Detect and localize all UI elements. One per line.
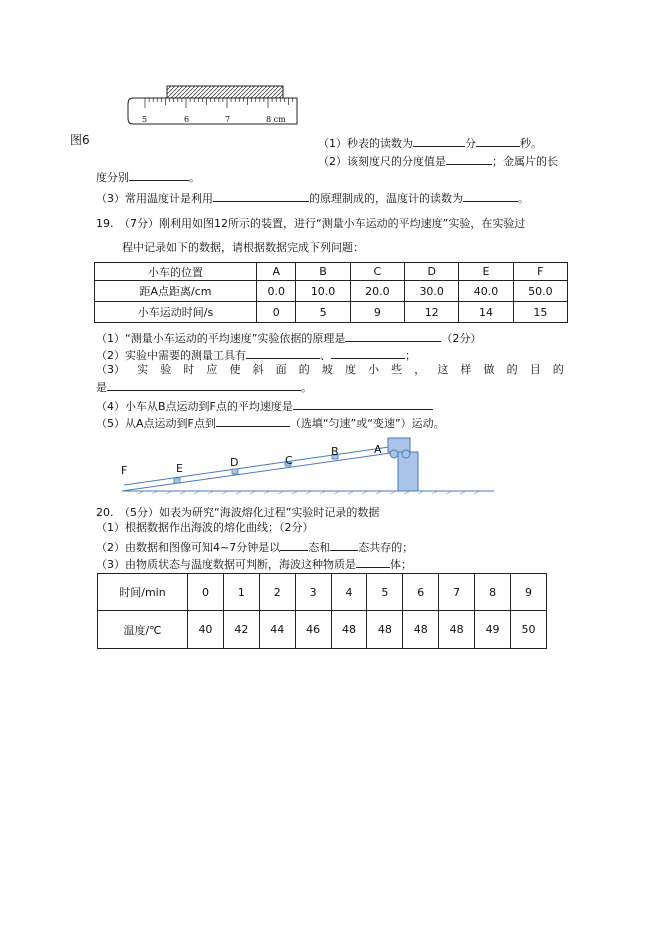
table-cell: 20.0 [350,281,404,302]
table-cell: 0 [257,302,296,323]
q19-sub5: （5）从A点运动到F点到 （选填“匀速”或“变速”）运动。 [96,417,445,430]
table-cell: C [350,263,404,281]
table-cell: 4 [331,574,367,611]
position-marker [232,469,238,474]
point-label-d: D [230,456,239,469]
q19-sub3 [96,363,564,377]
point-label-f: F [121,464,128,477]
text-char: 些 [391,363,403,376]
q19-sub2: （2）实验中需要的测量工具有 、 ； [96,349,416,362]
table-cell: 5 [296,302,350,323]
table-row [95,263,568,281]
point-label-a: A [374,443,382,456]
text-char: 使 [229,363,241,376]
table-cell: 46 [295,611,331,649]
table-cell: 49 [475,611,511,649]
table-cell: A [257,263,296,281]
table-cell: 9 [350,302,404,323]
table-cell: 8 [475,574,511,611]
q20-sub1: （1）根据数据作出海波的熔化曲线；（2分） [96,521,314,534]
table-cell: 小车运动时间/s [95,302,257,323]
q20-sub3: （3）由物质状态与温度数据可判断，海波这种物质是 体； [96,558,412,571]
answer-blank[interactable] [216,415,290,427]
table-row [98,574,547,611]
table-row [95,302,568,323]
answer-blank[interactable] [463,190,518,202]
table-cell: 小车的位置 [95,263,257,281]
table-cell: 0.0 [257,281,296,302]
q19-data-table [94,262,568,323]
table-cell: 14 [459,302,513,323]
metal-piece [167,86,283,98]
table-cell: 6 [403,574,439,611]
cart-wheel [402,450,410,458]
text-char: 面 [275,363,287,376]
ruler-tick-label: 7 [225,115,231,124]
text-char: ， [414,363,426,376]
table-cell: 15 [513,302,567,323]
table-cell: D [405,263,459,281]
point-label-b: B [331,445,339,458]
table-cell: 48 [331,611,367,649]
text-char: 斜 [252,363,264,376]
text-char: 时 [183,363,195,376]
q18-line4: （3）常用温度计是利用 的原理制成的，温度计的读数为 。 [96,192,529,205]
answer-blank[interactable] [246,347,320,359]
text-char: 的 [552,363,564,376]
table-cell: 9 [511,574,547,611]
table-cell: 40.0 [459,281,513,302]
table-cell: 40 [188,611,224,649]
table-cell: 0 [188,574,224,611]
table-cell: 7 [439,574,475,611]
text-char: 的 [298,363,310,376]
text-char: 样 [460,363,472,376]
figure-label: 图6 [70,133,90,147]
table-cell: 3 [295,574,331,611]
point-label-e: E [176,462,183,475]
text-char: 做 [483,363,495,376]
table-cell: 30.0 [405,281,459,302]
answer-blank[interactable] [107,379,301,391]
answer-blank[interactable] [293,398,433,410]
answer-blank[interactable] [476,135,520,147]
answer-blank[interactable] [446,153,492,165]
ruler-tick-label: 6 [184,115,190,124]
table-cell: 48 [367,611,403,649]
table-row [95,281,568,302]
answer-blank[interactable] [129,169,189,181]
table-cell: 5 [367,574,403,611]
answer-blank[interactable] [356,556,390,568]
table-cell: 50 [511,611,547,649]
table-cell: 12 [405,302,459,323]
text-char: 度 [344,363,356,376]
text-char: 验 [160,363,172,376]
answer-blank[interactable] [330,539,358,551]
position-marker [174,478,180,483]
text-char: 应 [206,363,218,376]
ruler-ticks [145,98,293,108]
answer-blank[interactable] [331,347,405,359]
text-char: 实 [137,363,149,376]
incline-figure [114,436,498,494]
text-char: 小 [368,363,380,376]
q20-data-table [97,573,547,649]
table-cell: 1 [223,574,259,611]
ruler-tick-label: 5 [142,115,148,124]
table-cell: E [459,263,513,281]
q19-sub4: （4）小车从B点运动到F点的平均速度是 [96,398,433,414]
text-char: 的 [506,363,518,376]
table-cell: 42 [223,611,259,649]
cart-wheel [390,450,398,458]
text-char: 坡 [321,363,333,376]
text-char: 目 [529,363,541,376]
table-cell: 10.0 [296,281,350,302]
table-row [98,611,547,649]
table-cell: F [513,263,567,281]
q19-sub1: （1）“测量小车运动的平均速度”实验依据的原理是 （2分） [96,332,482,345]
answer-blank[interactable] [280,539,308,551]
q20-sub2: （2）由数据和图像可知4~7分钟是以 态和 态共存的； [96,541,414,554]
table-cell: 2 [259,574,295,611]
answer-blank[interactable] [413,135,465,147]
table-cell: B [296,263,350,281]
q19-intro-cont: 程中记录如下的数据，请根据数据完成下列问题： [122,241,364,254]
answer-blank[interactable] [213,190,309,202]
q18-line1: （1）秒表的读数为 分 秒。 [318,137,542,150]
q18-line2: （2）该刻度尺的分度值是 ；金属片的长 [318,155,558,168]
point-label-c: C [285,454,293,467]
table-cell: 距A点距离/cm [95,281,257,302]
text-char: 这 [437,363,449,376]
q20-intro: 20. （5分）如表为研究“海波熔化过程”实验时记录的数据 [96,506,380,519]
table-cell: 48 [439,611,475,649]
text-char: （3） [96,363,125,376]
answer-blank[interactable] [345,330,441,342]
q18-line3: 度分别 。 [96,171,200,184]
table-cell: 44 [259,611,295,649]
table-cell: 温度/℃ [98,611,188,649]
ruler-tick-label: 8 cm [266,115,286,124]
table-cell: 48 [403,611,439,649]
q19-intro: 19. （7分）刚利用如图12所示的装置，进行“测量小车运动的平均速度”实验，在实验过 [96,217,526,230]
q19-sub3-cont: 是 。 [96,381,312,394]
table-cell: 50.0 [513,281,567,302]
table-cell: 时间/min [98,574,188,611]
